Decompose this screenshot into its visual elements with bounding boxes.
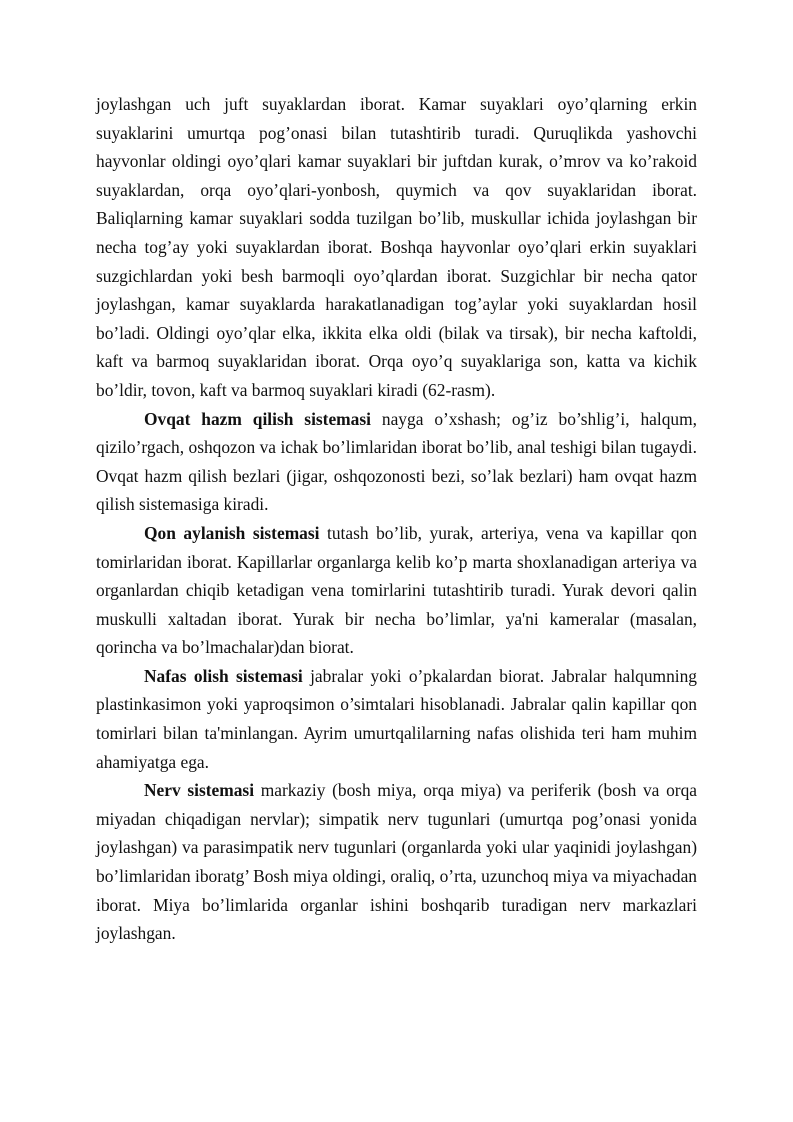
paragraph-heading: Qon aylanish sistemasi: [144, 522, 320, 543]
paragraph-skeleton-continuation: [96, 90, 697, 405]
paragraph-text: joylashgan uch juft suyaklardan iborat. Kamar suyaklari oyo’qlarning erkin suyaklarini umurtqa pog’onasi bilan tutashtirib turadi. Quruqlikda yashovchi hayvonlar oldingi oyo’qlari kamar suyaklari bir juftdan kurak, o’mrov va ko’rakoid suyaklardan, orqa oyo’qlari-yonbosh, quymich va qov suyaklaridan iborat. Baliqlarning kamar suyaklari sodda tuzilgan bo’lib, muskullar ichida joylashgan bir necha tog’ay yoki suyaklardan iborat. Boshqa hayvonlar oyo’qlari erkin suyaklari suzgichlardan yoki besh barmoqli oyo’qlardan iborat. Suzgichlar bir necha qator joylashgan, kamar suyaklarda harakatlanadigan tog’aylar yoki suyaklardan hosil bo’ladi. Oldingi oyo’qlar elka, ikkita elka oldi (bilak va tirsak), bir necha kaftoldi, kaft va barmoq suyaklaridan iborat. Orqa oyo’q suyaklariga son, katta va kichik bo’ldir, tovon, kaft va barmoq suyaklari kiradi (62-rasm).: [96, 94, 697, 400]
paragraph-text: jabralar yoki o’pkalardan biorat. Jabralar halqumning plastinkasimon yoki yaproqsimon o’simtalari hisoblanadi. Jabralar qalin kapillar qon tomirlari bilan ta'minlangan. Ayrim umurtqalilarning nafas olishida teri ham muhim ahamiyatga ega.: [96, 665, 697, 772]
paragraph-heading: Nafas olish sistemasi: [144, 665, 303, 686]
paragraph-heading: Ovqat hazm qilish sistemasi: [144, 408, 371, 429]
paragraph-heading: Nerv sistemasi: [144, 780, 255, 801]
paragraph-circulatory-system: [96, 519, 697, 662]
paragraph-text: markaziy (bosh miya, orqa miya) va periferik (bosh va orqa miyadan chiqadigan nervlar); simpatik nerv tugunlari (umurtqa pog’onasi yonida joylashgan) va parasimpatik nerv tugunlari (organlarda yoki ular yaqinidi joylashgan) bo’limlaridan iboratg’ Bosh miya oldingi, oraliq, o’rta, uzunchoq miya va miyachadan iborat. Miya bo’limlarida organlar ishini boshqarib turadigan nerv markazlari joylashgan.: [96, 780, 697, 944]
paragraph-nervous-system: [96, 776, 697, 948]
paragraph-text: nayga o’xshash; og’iz bo’shlig’i, halqum, qizilo’rgach, oshqozon va ichak bo’limlaridan iborat bo’lib, anal teshigi bilan tugaydi. Ovqat hazm qilish bezlari (jigar, oshqozonosti bezi, so’lak bezlari) ham ovqat hazm qilish sistemasiga kiradi.: [96, 408, 697, 515]
paragraph-respiratory-system: [96, 662, 697, 776]
paragraph-text: tutash bo’lib, yurak, arteriya, vena va kapillar qon tomirlaridan iborat. Kapillarlar organlarga kelib ko’p marta shoxlanadigan arteriya va organlardan chiqib ketadigan vena tomirlarini tutashtirib turadi. Yurak devori qalin muskulli xaltadan iborat. Yurak bir necha bo’limlar, ya'ni kameralar (masalan, qorincha va bo’lmachalar)dan biorat.: [96, 522, 698, 658]
paragraph-digestive-system: [96, 405, 697, 519]
